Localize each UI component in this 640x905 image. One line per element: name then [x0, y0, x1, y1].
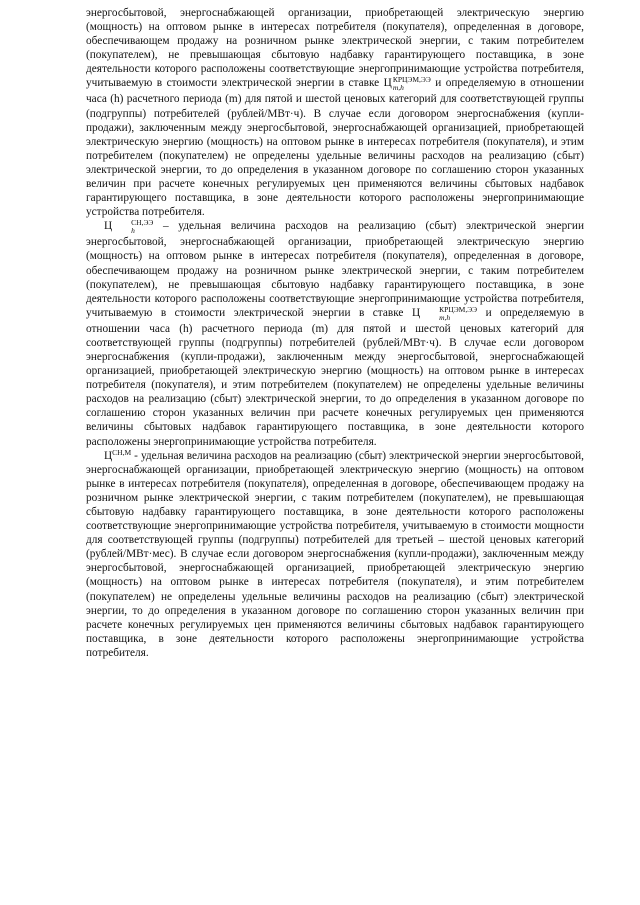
paragraph-1-text-before: энергосбытовой, энергоснабжающей организации, приобретающей электрическую энергию (мощность) на оптовом рынке в интересах потребителя (покупателя), определенная в договоре, обеспечивающем продажу на розничном рынке электрической энергии, с таким потребителем (покупателем), не превышающая сбытовую надбавку гарантирующего поставщика, в зоне деятельности которого расположены соответствующие энергопринимающие устройства потребителя, учитываемую в стоимости электрической энергии в ставке	[86, 7, 584, 90]
paragraph-3	[86, 449, 584, 660]
document-page	[86, 6, 584, 660]
formula-superscript: КРЦЭМ,ЭЭ	[439, 304, 478, 314]
paragraph-3-text-before: - удельная величина расходов на реализацию (сбыт) электрической энергии энергосбытовой, энергоснабжающей организации, приобретающей электрическую энергию (мощность) на оптовом рынке в интересах потребителя (покупателя), определенная в договоре, обеспечивающем продажу на розничном рынке электрической энергии, с таким потребителем (покупателем), не превышающая сбытовую надбавку гарантирующего поставщика, в зоне деятельности которого расположены соответствующие энергопринимающие устройства потребителя, учитываемую в стоимости мощности для соответствующей группы (подгруппы) потребителей для третьей – шестой ценовых категорий (рублей/МВт·мес). В случае если договором энергоснабжения (купли-продажи), заключенным между энергосбытовой, энергоснабжающей организацией, приобретающей электрическую энергию (мощность) на оптовом рынке в интересах потребителя (покупателя), и этим потребителем (покупателем) не определены удельные величины расходов на реализацию (сбыт) электрической энергии, то до определения в указанном договоре по соглашению сторон указанных величин при расчете конечных регулируемых цен применяются величины сбытовых надбавок гарантирующего поставщика, в зоне деятельности которого расположены энергопринимающие устройства потребителя.	[86, 449, 584, 659]
formula-indices	[393, 76, 431, 92]
lead-formula-symbol: Ц	[104, 449, 113, 462]
paragraph-2	[86, 219, 584, 448]
lead-formula-superscript: СН,М	[112, 447, 132, 457]
formula-subscript: m,h	[439, 312, 451, 322]
paragraph-1-text-after: и определяемую в отношении часа (h) расчетного периода (m) для пятой и шестой ценовых категорий для соответствующей группы (подгруппы) потребителей (рублей/МВт·ч). В случае если договором энергоснабжения (купли-продажи), заключенным между энергосбытовой, энергоснабжающей организацией, приобретающей электрическую энергию (мощность) на оптовом рынке в интересах потребителя (покупателя), и этим потребителем (покупателем) не определены удельные величины расходов на реализацию (сбыт) электрической энергии, то до определения в указанном договоре по соглашению сторон указанных величин при расчете конечных регулируемых цен применяются величины сбытовых надбавок гарантирующего поставщика, в зоне деятельности которого расположены энергопринимающие устройства потребителя.	[86, 77, 584, 219]
lead-formula-subscript: h	[131, 226, 135, 236]
paragraph-2-text-after: и определяемую в отношении часа (h) расчетного периода (m) для пятой и шестой ценовых категорий для соответствующей группы (подгруппы) потребителей (рублей/МВт·ч). В случае если договором энергоснабжения (купли-продажи), заключенным между энергосбытовой, энергоснабжающей организацией, приобретающей электрическую энергию (мощность) на оптовом рынке в интересах потребителя (покупателя), и этим потребителем (покупателем) не определены удельные величины расходов на реализацию (сбыт) электрической энергии, то до определения в указанном договоре по соглашению сторон указанных величин при расчете конечных регулируемых цен применяются величины сбытовых надбавок гарантирующего поставщика, в зоне деятельности которого расположены энергопринимающие устройства потребителя.	[86, 306, 584, 448]
lead-formula-superscript: СН,ЭЭ	[131, 218, 154, 228]
lead-formula-indices	[113, 219, 153, 235]
paragraph-2-text-before: – удельная величина расходов на реализацию (сбыт) электрической энергии энергосбытовой, энергоснабжающей организации, приобретающей электрическую энергию (мощность) на оптовом рынке в интересах потребителя (покупателя), определенная в договоре, обеспечивающем продажу на розничном рынке электрической энергии, с таким потребителем (покупателем), не превышающая сбытовую надбавку гарантирующего поставщика, в зоне деятельности которого расположены соответствующие энергопринимающие устройства потребителя, учитываемую в стоимости электрической энергии в ставке	[86, 220, 584, 319]
formula-symbol: Ц	[411, 306, 421, 319]
lead-formula-symbol: Ц	[104, 220, 113, 233]
formula-subscript: m,h	[392, 83, 404, 93]
formula-superscript: КРЦЭМ,ЭЭ	[392, 75, 431, 85]
formula-symbol: Ц	[383, 77, 392, 90]
formula-indices	[421, 306, 477, 322]
paragraph-1	[86, 6, 584, 219]
